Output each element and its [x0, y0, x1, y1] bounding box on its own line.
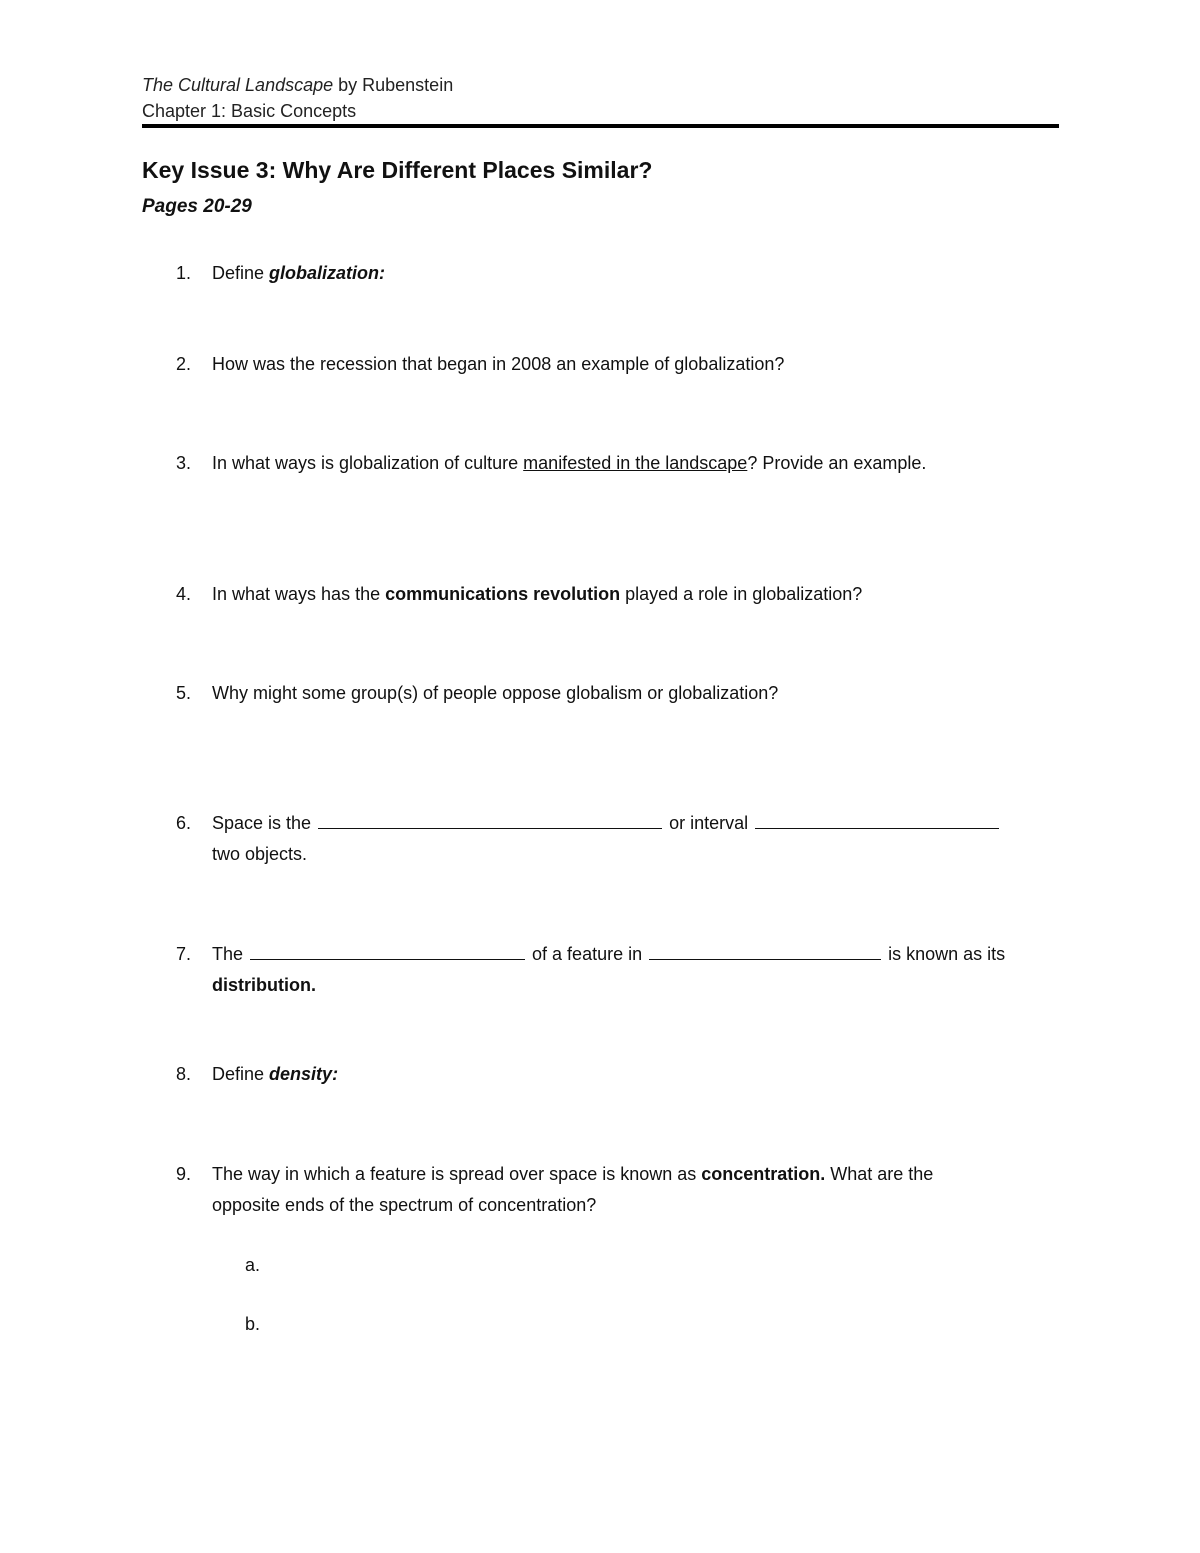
question-pre: The way in which a feature is spread over space is known as [212, 1164, 702, 1184]
question-number: 5. [176, 683, 192, 703]
term-communications-revolution: communications revolution [385, 584, 621, 604]
question-text [212, 1059, 1052, 1090]
term-globalization: globalization: [269, 263, 386, 283]
question-text: Why might some group(s) of people oppose globalism or globalization? [212, 683, 779, 703]
underlined-phrase: manifested in the landscape [523, 453, 748, 473]
question-number: 6. [176, 813, 192, 833]
question-text [212, 448, 1052, 479]
fill-blank-2[interactable] [649, 941, 881, 960]
question-pre: In what ways has the [212, 584, 386, 604]
sub-item-a: a. [245, 1255, 261, 1275]
question-pre: In what ways is globalization of culture [212, 453, 524, 473]
question-post: What are the [825, 1164, 934, 1184]
question-pre: The [212, 944, 249, 964]
pages-range: Pages 20-29 [142, 196, 252, 217]
question-text [212, 939, 1052, 1001]
question-post: is known as its [883, 944, 1006, 964]
question-number: 8. [176, 1064, 192, 1084]
question-number: 2. [176, 354, 192, 374]
key-issue-title: Key Issue 3: Why Are Different Places Similar? [142, 157, 653, 183]
question-post: played a role in globalization? [620, 584, 863, 604]
question-pre: Space is the [212, 813, 317, 833]
question-post: ? Provide an example. [747, 453, 927, 473]
chapter-line: Chapter 1: Basic Concepts [142, 101, 357, 121]
question-mid: of a feature in [527, 944, 648, 964]
question-line-2: opposite ends of the spectrum of concentration? [212, 1195, 597, 1215]
fill-blank-2[interactable] [755, 810, 999, 829]
question-text [212, 1159, 1052, 1221]
question-number: 3. [176, 453, 192, 473]
book-line [142, 72, 1058, 98]
question-number: 7. [176, 944, 192, 964]
fill-blank-1[interactable] [250, 941, 525, 960]
book-title: The Cultural Landscape [142, 75, 334, 95]
term-concentration: concentration. [701, 1164, 826, 1184]
header-rule [142, 124, 1059, 128]
question-text [212, 579, 1052, 610]
term-density: density: [269, 1064, 339, 1084]
question-mid: or interval [664, 813, 754, 833]
term-distribution: distribution. [212, 975, 316, 995]
sub-item-b: b. [245, 1314, 261, 1334]
question-text [212, 808, 1052, 870]
question-number: 9. [176, 1164, 192, 1184]
fill-blank-1[interactable] [318, 810, 662, 829]
question-line-2: two objects. [212, 844, 308, 864]
question-prompt: Define [212, 1064, 270, 1084]
question-text [212, 258, 1052, 289]
book-author: by Rubenstein [333, 75, 454, 95]
question-prompt: Define [212, 263, 270, 283]
question-text: How was the recession that began in 2008 an example of globalization? [212, 354, 785, 374]
question-number: 1. [176, 263, 192, 283]
question-number: 4. [176, 584, 192, 604]
page-header [142, 72, 1058, 124]
